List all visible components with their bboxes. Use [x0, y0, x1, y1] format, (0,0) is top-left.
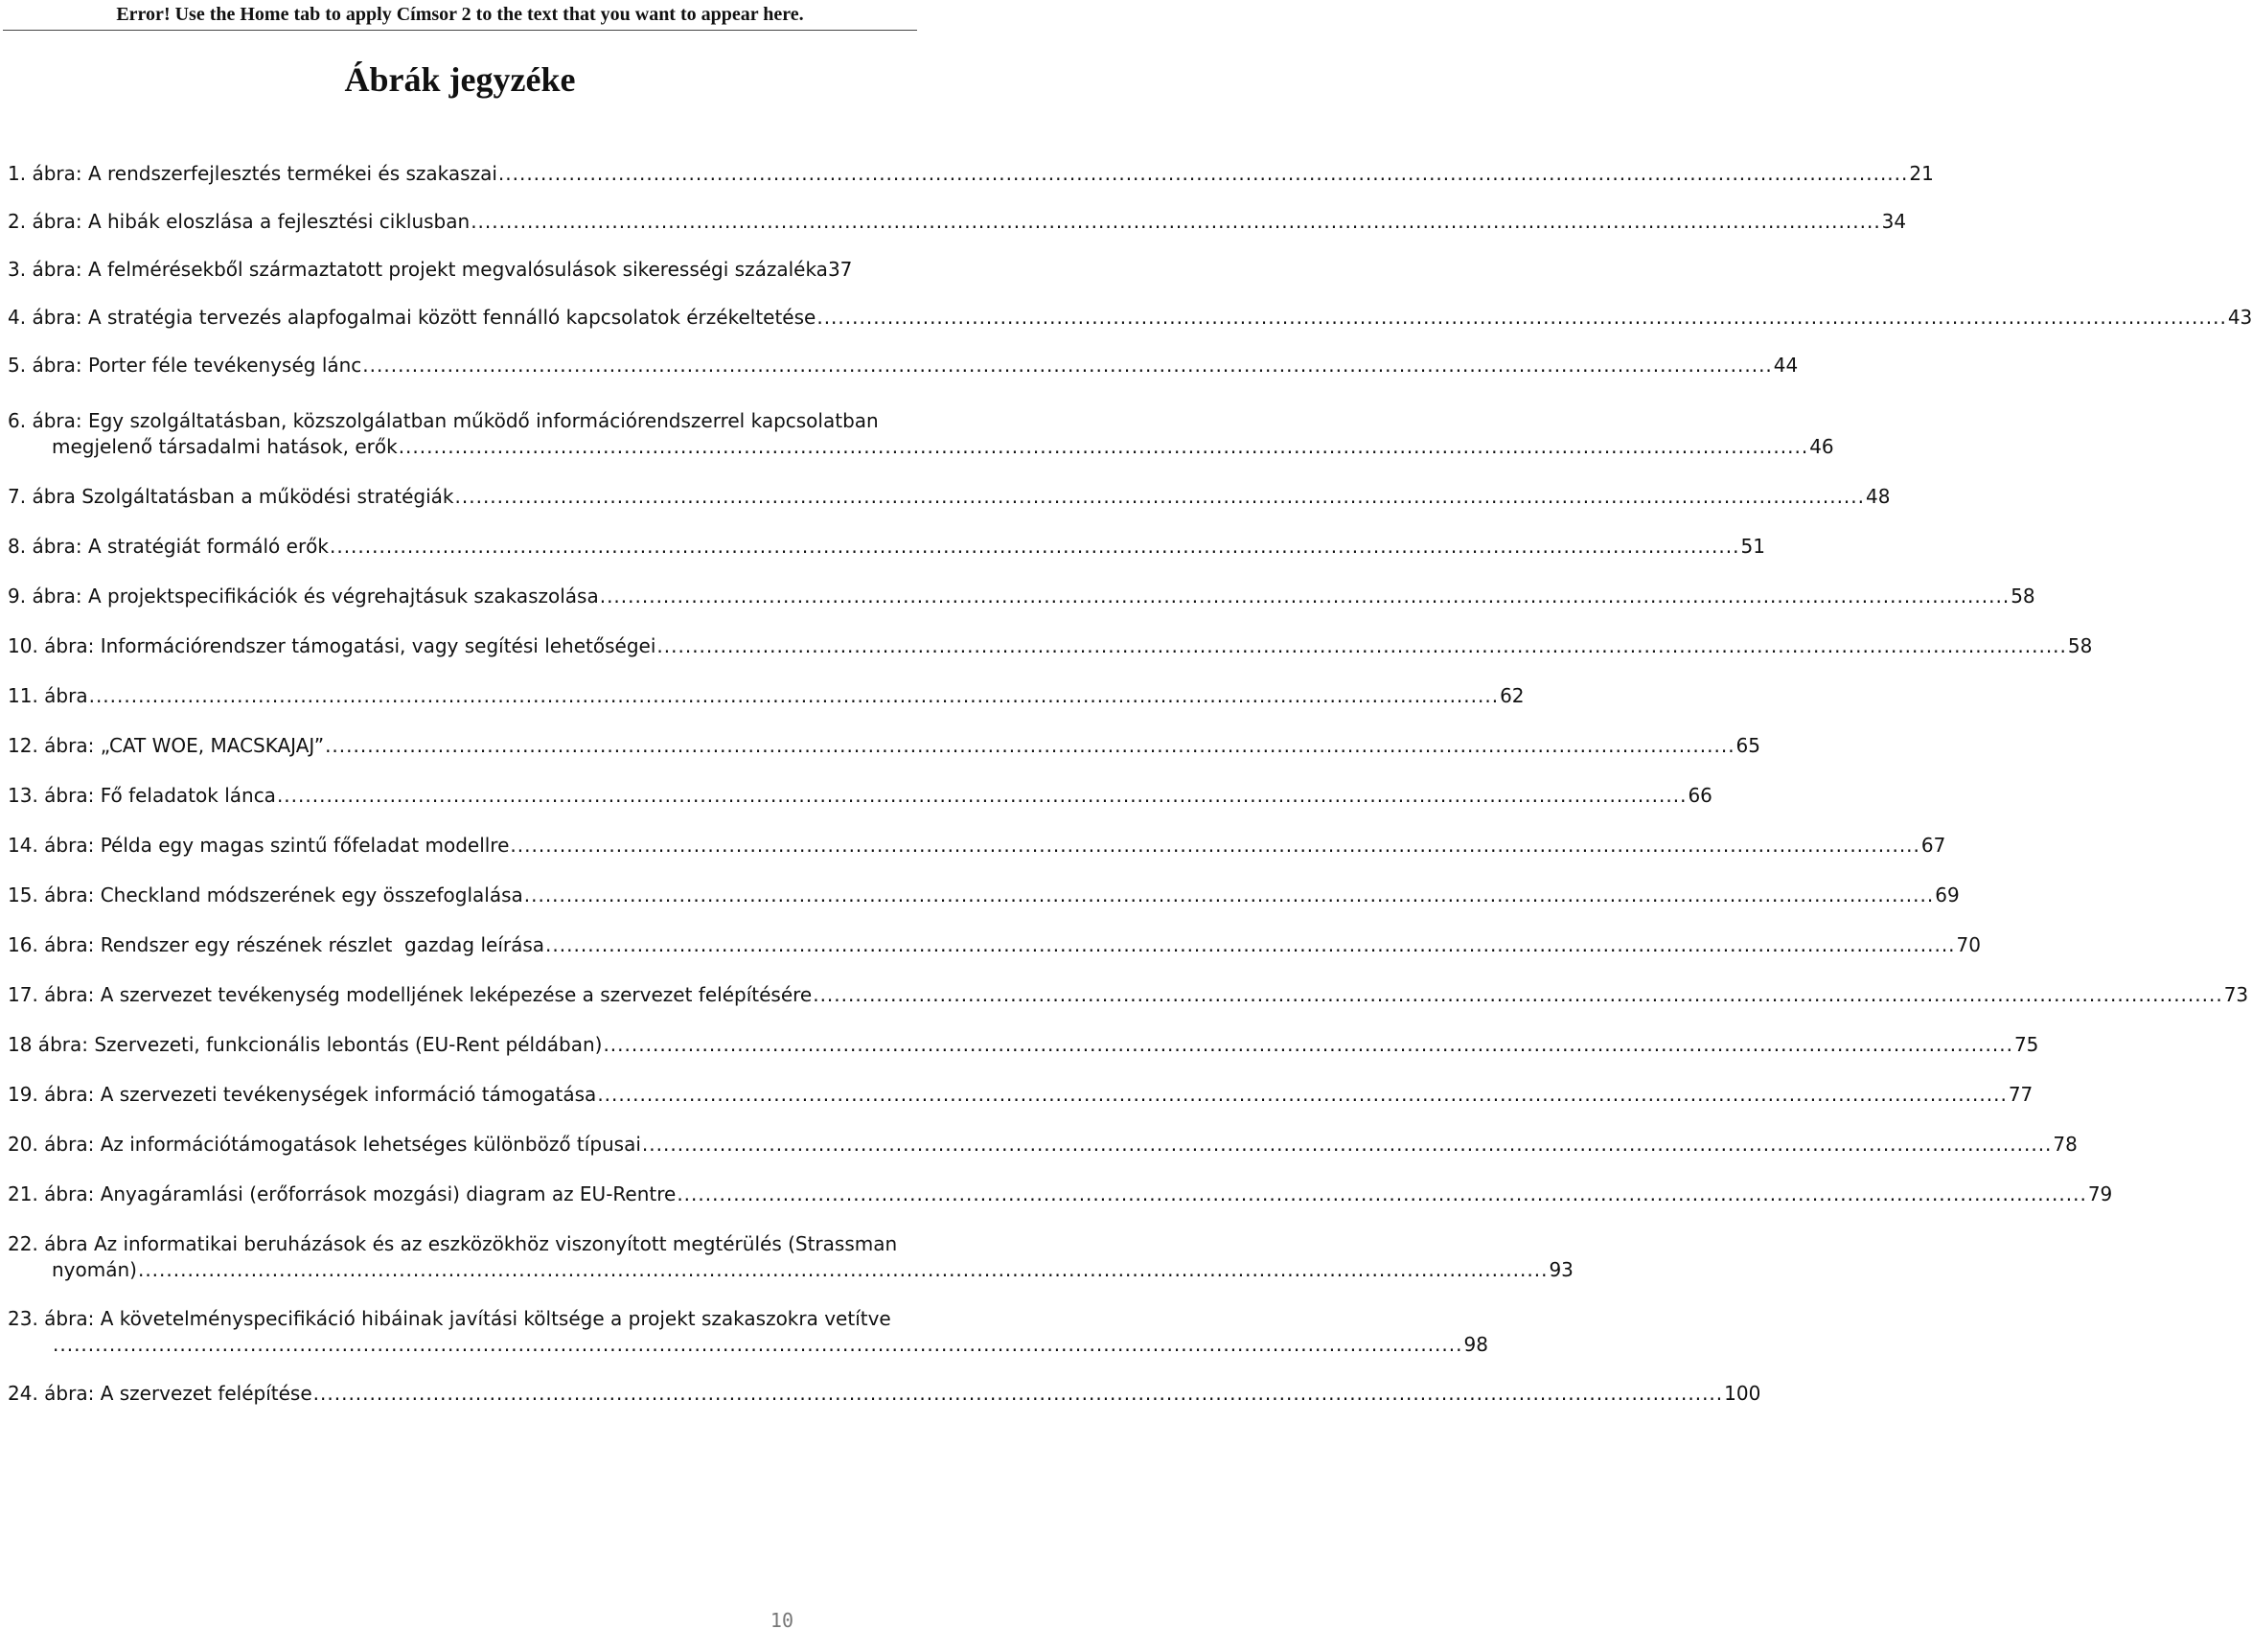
entry-page: 34: [1881, 210, 1907, 233]
toc-entry[interactable]: [8, 209, 1907, 235]
entry-page: 75: [2013, 1033, 2039, 1056]
entry-page: 98: [1463, 1333, 1488, 1356]
dot-leader: ........................................................................................................................................................................................................: [816, 306, 2227, 329]
dot-leader: ........................................................................................................................................................................................................: [603, 1033, 2013, 1056]
entry-page: 43: [2227, 306, 2252, 329]
dot-leader: ........................................................................................................................................................................................................: [510, 834, 1920, 857]
dot-leader: ........................................................................................................................................................................................................: [137, 1258, 1549, 1281]
dot-leader: ........................................................................................................................................................................................................: [656, 634, 2067, 657]
entry-label: 14. ábra: Példa egy magas szintű főfeladat modellre: [8, 834, 510, 857]
entry-label: 12. ábra: „CAT WOE, MACSKAJAJ”: [8, 734, 325, 757]
dot-leader: ........................................................................................................................................................................................................: [312, 1382, 1724, 1405]
entry-page: 58: [2067, 634, 2093, 657]
dot-leader: ........................................................................................................................................................................................................: [599, 585, 2011, 608]
dot-leader: ........................................................................................................................................................................................................: [545, 933, 1956, 956]
dot-leader: ........................................................................................................................................................................................................: [362, 354, 1773, 377]
entry-page: 78: [2053, 1133, 2078, 1156]
entry-label: 10. ábra: Információrendszer támogatási, vagy segítési lehetőségei: [8, 634, 656, 657]
entry-page: 93: [1549, 1258, 1574, 1281]
toc-entry[interactable]: [8, 161, 1934, 187]
entry-label: 16. ábra: Rendszer egy részének részlet gazdag leírása: [8, 933, 545, 956]
entry-page: 51: [1740, 535, 1765, 558]
toc-entry[interactable]: [8, 305, 2252, 331]
dot-leader: ........................................................................................................................................................................................................: [597, 1083, 2008, 1106]
entry-page: 100: [1724, 1382, 1761, 1405]
entry-label: 2. ábra: A hibák eloszlása a fejlesztési ciklusban: [8, 210, 471, 233]
toc-entry[interactable]: [8, 257, 853, 283]
toc-entry[interactable]: [8, 783, 1712, 809]
toc-entry[interactable]: [8, 1306, 1488, 1358]
entry-label: megjelenő társadalmi hatások, erők: [52, 435, 398, 458]
entry-label: 4. ábra: A stratégia tervezés alapfogalmai között fennálló kapcsolatok érzékeltetése: [8, 306, 816, 329]
entry-label: 11. ábra: [8, 684, 88, 707]
entry-page: 79: [2087, 1182, 2113, 1205]
toc-entry[interactable]: [8, 1182, 2113, 1207]
toc-entry[interactable]: [8, 733, 1760, 759]
dot-leader: ........................................................................................................................................................................................................: [454, 485, 1865, 508]
dot-leader: ........................................................................................................................................................................................................: [88, 684, 1500, 707]
entry-page: 66: [1688, 784, 1712, 807]
toc-entry[interactable]: [8, 1132, 2078, 1158]
dot-leader: ........................................................................................................................................................................................................: [276, 784, 1688, 807]
entry-label: 13. ábra: Fő feladatok lánca: [8, 784, 276, 807]
toc-entry[interactable]: [8, 1231, 1574, 1283]
entry-page: 46: [1809, 435, 1834, 458]
dot-leader: ........................................................................................................................................................................................................: [641, 1133, 2053, 1156]
running-header: Error! Use the Home tab to apply Címsor 2 to the text that you want to appear here.: [116, 4, 804, 25]
entry-page: 62: [1500, 684, 1525, 707]
entry-label: 8. ábra: A stratégiát formáló erők: [8, 535, 329, 558]
dot-leader: ........................................................................................................................................................................................................: [497, 162, 1909, 185]
entry-label: 21. ábra: Anyagáramlási (erőforrások mozgási) diagram az EU-Rentre: [8, 1182, 677, 1205]
toc-entry[interactable]: [8, 883, 1960, 908]
entry-label-line1: 6. ábra: Egy szolgáltatásban, közszolgálatban működő információrendszerrel kapcsolatban: [8, 409, 879, 432]
dot-leader: ........................................................................................................................................................................................................: [813, 983, 2223, 1006]
entry-page: 70: [1956, 933, 1981, 956]
entry-label-line1: 22. ábra Az informatikai beruházások és az eszközökhöz viszonyított megtérülés (Strassman: [8, 1232, 898, 1255]
header-divider: [3, 30, 917, 31]
entry-label: 19. ábra: A szervezeti tevékenységek információ támogatása: [8, 1083, 597, 1106]
entry-page: 48: [1866, 485, 1891, 508]
toc-entry[interactable]: [8, 1381, 1761, 1407]
toc-entry[interactable]: [8, 1082, 2034, 1108]
entry-label: 20. ábra: Az információtámogatások lehetséges különböző típusai: [8, 1133, 641, 1156]
entry-label: nyomán): [52, 1258, 137, 1281]
dot-leader: ........................................................................................................................................................................................................: [677, 1182, 2087, 1205]
dot-leader: ........................................................................................................................................................................................................: [523, 883, 1935, 906]
entry-page: 67: [1920, 834, 1946, 857]
page-title: Ábrák jegyzéke: [344, 60, 576, 99]
toc-entry[interactable]: [8, 584, 2035, 609]
entry-label: 18 ábra: Szervezeti, funkcionális lebontás (EU-Rent példában): [8, 1033, 603, 1056]
toc-entry[interactable]: [8, 408, 1834, 460]
toc-entry[interactable]: [8, 353, 1799, 379]
dot-leader: ........................................................................................................................................................................................................: [471, 210, 1881, 233]
toc-entry[interactable]: [8, 683, 1525, 709]
entry-label: 3. ábra: A felmérésekből származtatott projekt megvalósulások sikerességi százaléka: [8, 258, 828, 281]
entry-label: 5. ábra: Porter féle tevékenység lánc: [8, 354, 362, 377]
entry-label: 1. ábra: A rendszerfejlesztés termékei és szakaszai: [8, 162, 497, 185]
dot-leader: ........................................................................................................................................................................................................: [325, 734, 1735, 757]
toc-entry[interactable]: [8, 982, 2249, 1008]
page-number: 10: [770, 1609, 793, 1632]
entry-page: 73: [2223, 983, 2249, 1006]
entry-page: 65: [1735, 734, 1760, 757]
toc-entry[interactable]: [8, 932, 1981, 958]
dot-leader: ........................................................................................................................................................................................................: [53, 1333, 1463, 1356]
entry-page: 69: [1935, 883, 1960, 906]
toc-entry[interactable]: [8, 484, 1891, 510]
entry-label-line1: 23. ábra: A követelményspecifikáció hibáinak javítási költsége a projekt szakaszokra vetítve: [8, 1307, 891, 1330]
dot-leader: ........................................................................................................................................................................................................: [398, 435, 1809, 458]
entry-label: 7. ábra Szolgáltatásban a működési stratégiák: [8, 485, 454, 508]
entry-label: 9. ábra: A projektspecifikációk és végrehajtásuk szakaszolása: [8, 585, 599, 608]
entry-page: 21: [1909, 162, 1934, 185]
entry-page: 37: [827, 258, 853, 281]
entry-label: 17. ábra: A szervezet tevékenység modelljének leképezése a szervezet felépítésére: [8, 983, 813, 1006]
entry-label: 24. ábra: A szervezet felépítése: [8, 1382, 312, 1405]
dot-leader: ........................................................................................................................................................................................................: [329, 535, 1740, 558]
toc-entry[interactable]: [8, 833, 1946, 859]
entry-page: 44: [1773, 354, 1799, 377]
entry-page: 58: [2011, 585, 2035, 608]
entry-label: 15. ábra: Checkland módszerének egy összefoglalása: [8, 883, 523, 906]
toc-entry[interactable]: [8, 534, 1765, 560]
entry-page: 77: [2008, 1083, 2034, 1106]
toc-entry[interactable]: [8, 633, 2093, 659]
toc-entry[interactable]: [8, 1032, 2039, 1058]
